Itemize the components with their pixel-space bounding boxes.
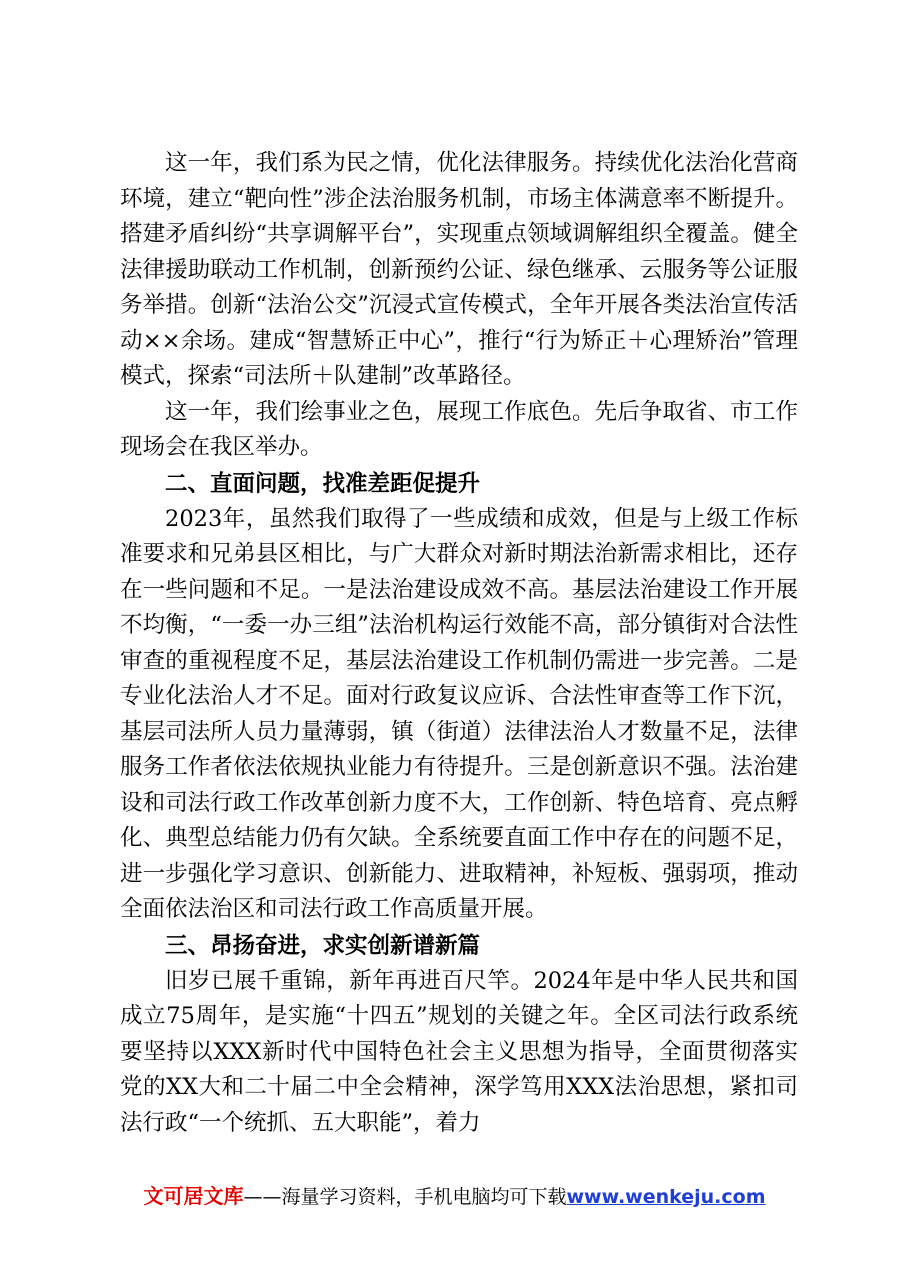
paragraph-service: 这一年，我们系为民之情，优化法律服务。持续优化法治化营商环境，建立“靶向性”涉企法治服务机制，市场主体满意率不断提升。搭建矛盾纠纷“共享调解平台”，实现重点领域调解组织全覆盖。健全法律援助联动工作机制，创新预约公证、绿色继承、云服务等公证服务举措。创新“法治公交”沉浸式宣传模式，全年开展各类法治宣传活动××余场。建成“智慧矫正中心”，推行“行为矫正＋心理矫治”管理模式，探索“司法所＋队建制”改革路径。 bbox=[120, 150, 798, 389]
paragraph-problems: 2023年，虽然我们取得了一些成绩和成效，但是与上级工作标准要求和兄弟县区相比，与广大群众对新时期法治新需求相比，还存在一些问题和不足。一是法治建设成效不高。基层法治建设工作开展不均衡，“一委一办三组”法治机构运行效能不高，部分镇街对合法性审查的重视程度不足，基层法治建设工作机制仍需进一步完善。二是专业化法治人才不足。面对行政复议应诉、合法性审查等工作下沉，基层司法所人员力量薄弱，镇（街道）法律法治人才数量不足，法律服务工作者依法依规执业能力有待提升。三是创新意识不强。法治建设和司法行政工作改革创新力度不大，工作创新、特色培育、亮点孵化、典型总结能力仍有欠缺。全系统要直面工作中存在的问题不足，进一步强化学习意识、创新能力、进取精神，补短板、强弱项，推动全面依法治区和司法行政工作高质量开展。 bbox=[120, 505, 798, 922]
paragraph-career: 这一年，我们绘事业之色，展现工作底色。先后争取省、市工作现场会在我区举办。 bbox=[120, 398, 798, 460]
section-heading-innovation: 三、昂扬奋进，求实创新谱新篇 bbox=[165, 932, 481, 959]
footer-brand: 文可居文库 bbox=[143, 1184, 244, 1208]
footer-slogan: ——海量学习资料，手机电脑均可下载 bbox=[243, 1186, 567, 1208]
footer-url-link[interactable]: www.wenkeju.com bbox=[566, 1186, 766, 1208]
paragraph-innovation: 旧岁已展千重锦，新年再进百尺竿。2024年是中华人民共和国成立75周年，是实施“十四五”规划的关键之年。全区司法行政系统要坚持以XXX新时代中国特色社会主义思想为指导，全面贯彻落实党的XX大和二十届二中全会精神，深学笃用XXX法治思想，紧扣司法行政“一个统抓、五大职能”，着力 bbox=[120, 967, 798, 1136]
document-body bbox=[120, 146, 798, 1141]
section-heading-problems: 二、直面问题，找准差距促提升 bbox=[165, 470, 481, 497]
footer-banner bbox=[0, 1182, 909, 1211]
